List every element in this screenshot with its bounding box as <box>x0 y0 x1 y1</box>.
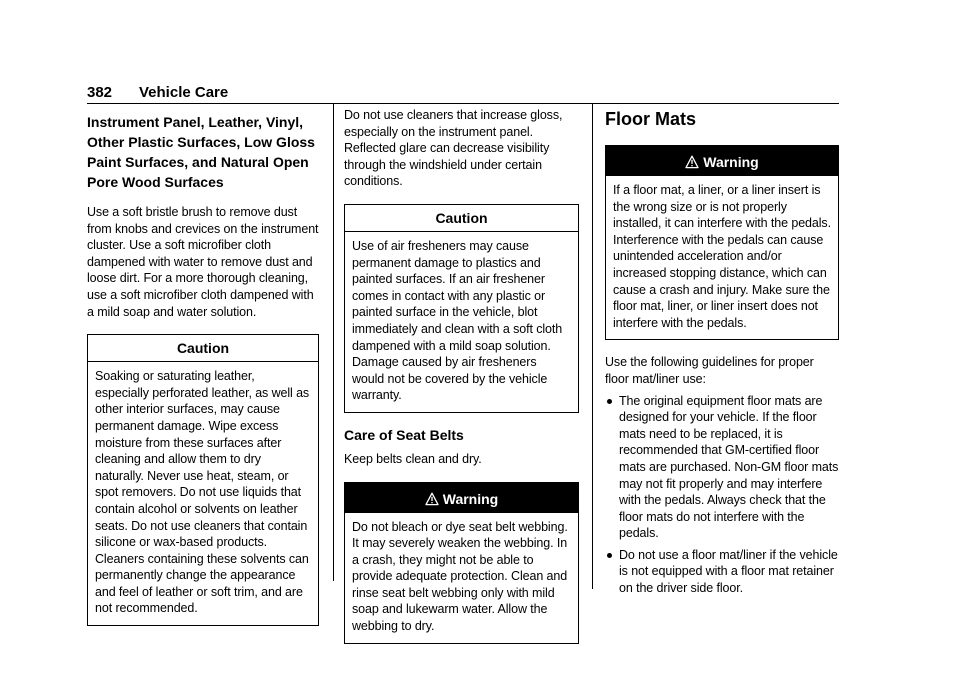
page-number: 382 <box>87 84 113 101</box>
caution-title: Caution <box>345 205 578 232</box>
column-1 <box>87 112 319 626</box>
seat-belts-body: Keep belts clean and dry. <box>344 451 482 466</box>
seat-belts-heading: Care of Seat Belts <box>344 426 464 443</box>
warning-header <box>345 483 578 513</box>
instrument-panel-body: Use a soft bristle brush to remove dust from knobs and crevices on the instrument cluster. Use a soft microfiber cloth dampened with water to remove dust and loose dirt. For a more thorough cleaning, use a soft microfiber cloth dampened with a mild soap and water solution. <box>87 205 319 319</box>
list-item-text: The original equipment floor mats are designed for your vehicle. If the floor mats need to be replaced, it is recommended that GM-certified floor mats are purchased. Non-GM floor mats may not fit properly and may interfere with the pedals. Always check that the floor mats do not interfere with the pedals. <box>619 393 839 541</box>
page-header <box>87 84 839 104</box>
caution-text: Soaking or saturating leather, especially perforated leather, as well as other interior surfaces, may cause permanent damage. Wipe excess moisture from these surfaces after cleaning and allow them to dry naturally. Never use heat, steam, or spot removers. Do not use liquids that contain alcohol or solvents on leather seats. Do not use cleaners that contain silicone or wax-based products. Cleaners containing these solvents can permanently change the appearance and feel of leather or soft trim, and are not recommended. <box>95 369 310 616</box>
caution-box-leather <box>87 334 319 626</box>
list-item-text: Do not use a floor mat/liner if the vehicle is not equipped with a floor mat retainer on the driver side floor. <box>619 547 838 596</box>
warning-title: Warning <box>442 490 499 507</box>
column-divider-2 <box>592 104 593 589</box>
instrument-panel-heading: Instrument Panel, Leather, Vinyl, Other Plastic Surfaces, Low Gloss Paint Surfaces, and Natural Open Pore Wood Surfaces <box>87 114 315 190</box>
gloss-cleaner-paragraph: Do not use cleaners that increase gloss, especially on the instrument panel. Reflected glare can decrease visibility through the windshield under certain conditions. <box>344 108 563 189</box>
warning-text: Do not bleach or dye seat belt webbing. It may severely weaken the webbing. In a crash, they might not be able to provide adequate protection. Clean and rinse seat belt webbing only with mild soap and lukewarm water. Allow the webbing to dry. <box>352 519 568 634</box>
warning-icon <box>425 492 439 506</box>
warning-box-seat-belts <box>344 482 579 644</box>
guidelines-intro: Use the following guidelines for proper floor mat/liner use: <box>605 355 814 386</box>
bullet-icon <box>607 399 612 404</box>
caution-box-air-freshener <box>344 204 579 413</box>
warning-text: If a floor mat, a liner, or a liner insert is the wrong size or is not properly installed, it can interfere with the pedals. Interference with the pedals can cause unintended acceleration and/or increased stopping distance, which can cause a crash and injury. Make sure the floor mat, liner, or liner insert does not interfere with the pedals. <box>613 183 831 330</box>
list-item <box>605 393 839 542</box>
header-divider <box>87 103 839 104</box>
caution-text: Use of air fresheners may cause permanent damage to plastics and painted surfaces. If an air freshener comes in contact with any plastic or painted surface in the vehicle, blot immediately and clean with a soft cloth dampened with a mild soap solution. Damage caused by air fresheners would not be covered by the vehicle warranty. <box>352 238 563 403</box>
warning-icon <box>685 155 699 169</box>
column-divider-1 <box>333 104 334 581</box>
bullet-icon <box>607 553 612 558</box>
column-2 <box>344 107 579 644</box>
warning-title: Warning <box>703 154 759 170</box>
warning-box-floor-mats <box>605 145 839 340</box>
column-3 <box>605 107 839 597</box>
list-item <box>605 547 839 597</box>
section-title: Vehicle Care <box>139 84 229 101</box>
warning-header <box>606 146 838 176</box>
caution-title: Caution <box>88 335 318 362</box>
floor-mats-heading: Floor Mats <box>605 109 697 129</box>
